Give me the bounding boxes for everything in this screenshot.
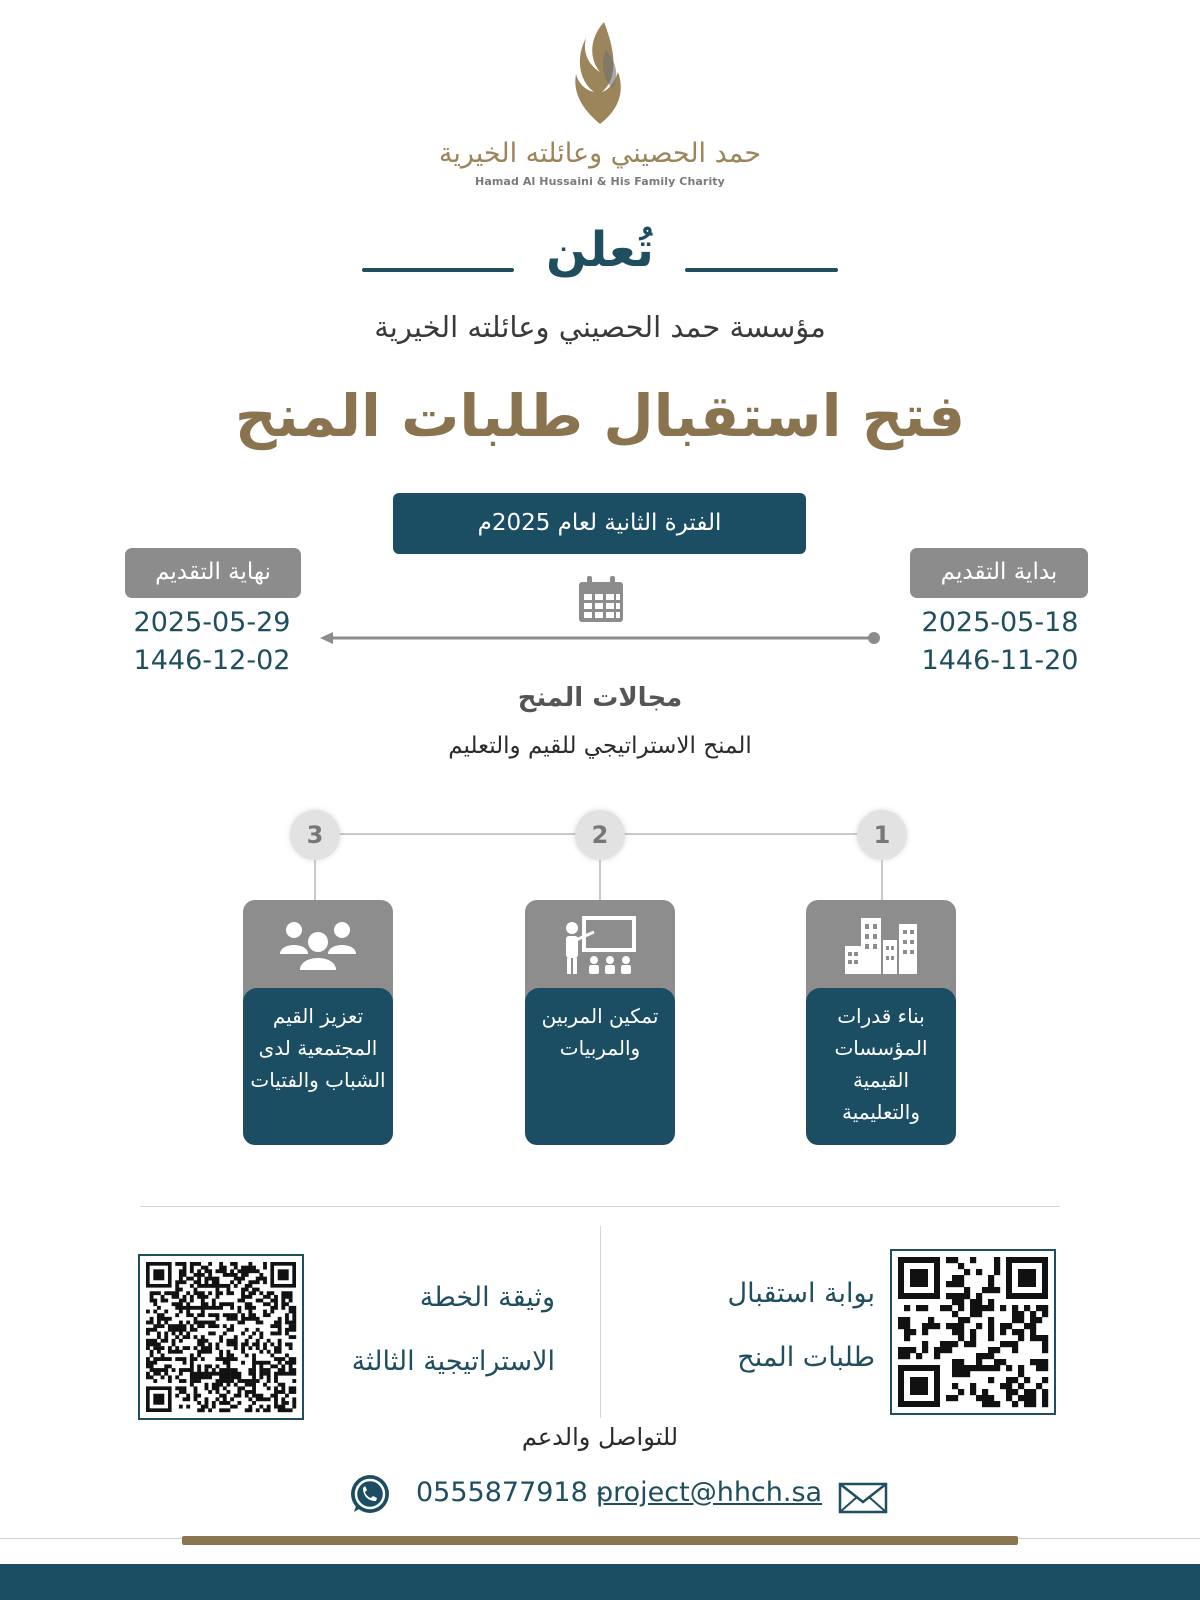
footer-gold-bar [182, 1536, 1018, 1545]
flame-logo-icon [560, 20, 640, 130]
portal-qr-code[interactable] [890, 1249, 1056, 1415]
people-group-icon [278, 914, 358, 976]
plan-line-2: الاستراتيجية الثالثة [351, 1346, 555, 1377]
strategic-plan-link-text[interactable] [300, 1266, 555, 1394]
step-number-2: 2 [575, 810, 625, 860]
grant-area-text-2: تمكين المربين والمربيات [525, 988, 675, 1145]
portal-line-1: بوابة استقبال [727, 1278, 875, 1309]
step-number-3: 3 [290, 810, 340, 860]
start-date-hijri: 1446-11-20 [921, 645, 1079, 676]
step-connector-1 [881, 860, 883, 900]
main-title: فتح استقبال طلبات المنح [234, 382, 966, 450]
grant-portal-link-text[interactable] [660, 1262, 875, 1390]
start-date-label: بداية التقديم [910, 548, 1088, 598]
step-connector-3 [314, 860, 316, 900]
section-divider [140, 1206, 1060, 1207]
step-connector-2 [599, 860, 601, 900]
envelope-icon[interactable] [838, 1482, 888, 1514]
end-date-hijri: 1446-12-02 [133, 645, 291, 676]
grant-areas-subtitle: المنح الاستراتيجي للقيم والتعليم [448, 733, 752, 759]
links-divider [600, 1226, 601, 1418]
announce-heading: تُعلن [546, 222, 654, 278]
start-date-gregorian: 2025-05-18 [921, 607, 1079, 638]
grant-area-card-2 [525, 900, 675, 1145]
whatsapp-icon[interactable] [348, 1472, 392, 1516]
logo-english-name: Hamad Al Hussaini & His Family Charity [475, 175, 725, 188]
contact-title: للتواصل والدعم [521, 1423, 679, 1451]
calendar-icon [577, 574, 625, 624]
grant-area-card-1 [806, 900, 956, 1145]
buildings-icon [841, 914, 921, 976]
period-banner: الفترة الثانية لعام 2025م [393, 493, 806, 554]
plan-qr-code[interactable] [138, 1254, 304, 1420]
phone-number[interactable]: 0555877918 - [416, 1477, 607, 1508]
timeline-arrow [320, 630, 880, 646]
grant-area-text-1: بناء قدرات المؤسسات القيمية والتعليمية [806, 988, 956, 1145]
organization-name: مؤسسة حمد الحصيني وعائلته الخيرية [374, 310, 826, 344]
end-date-label: نهاية التقديم [125, 548, 301, 598]
grant-area-text-3: تعزيز القيم المجتمعية لدى الشباب والفتيات [243, 988, 393, 1145]
footer-teal-bar [0, 1564, 1200, 1600]
portal-line-2: طلبات المنح [737, 1342, 875, 1373]
grant-area-card-3 [243, 900, 393, 1145]
teacher-icon [560, 914, 640, 976]
end-date-gregorian: 2025-05-29 [133, 607, 291, 638]
grant-areas-title: مجالات المنح [517, 683, 683, 713]
step-number-1: 1 [857, 810, 907, 860]
plan-line-1: وثيقة الخطة [419, 1282, 555, 1313]
email-link[interactable]: project@hhch.sa [596, 1477, 823, 1508]
contact-line [348, 1472, 898, 1522]
logo-arabic-name: حمد الحصيني وعائلته الخيرية [438, 138, 762, 169]
